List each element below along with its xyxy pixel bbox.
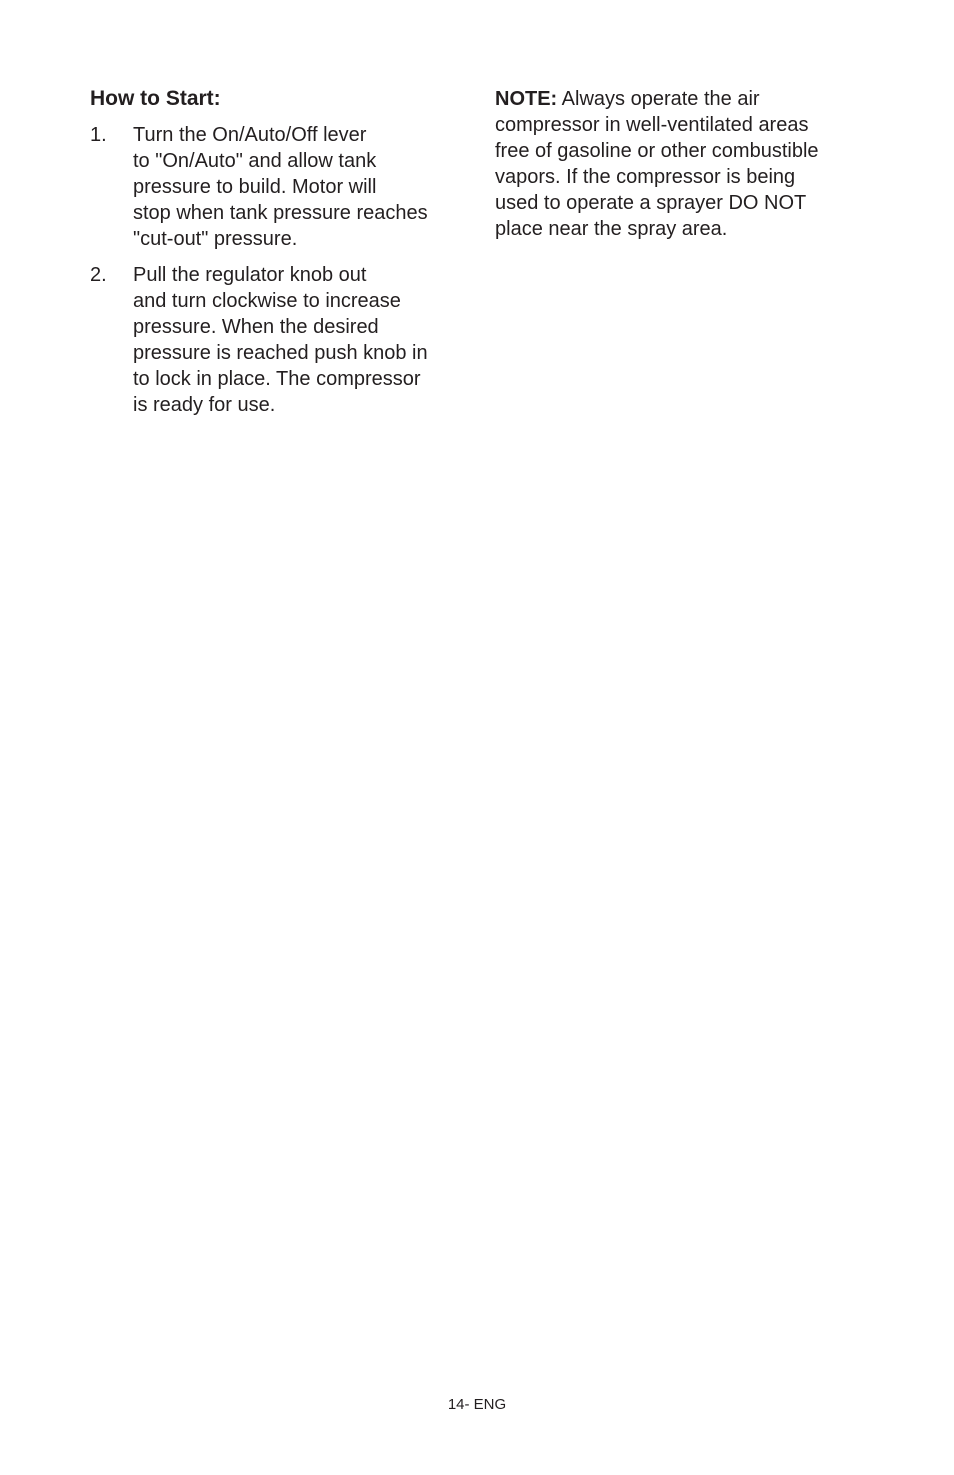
note-text: Always operate the air compressor in well-ventilated areas free of gasoline or other combustible vapors. If the compressor is being used to operate a sprayer DO NOT place near the spray area. — [495, 88, 819, 240]
step-number: 2. — [90, 264, 107, 286]
note-label: NOTE: — [495, 88, 558, 110]
section-heading: How to Start: — [90, 87, 221, 110]
step-text: Pull the regulator knob out and turn clockwise to increase pressure. When the desired pressure is reached push knob in to lock in place. The compressor is ready for use. — [133, 264, 428, 416]
step-number: 1. — [90, 124, 107, 146]
safety-note — [495, 86, 870, 242]
step-item — [90, 262, 470, 418]
steps-list — [90, 122, 470, 418]
left-column — [90, 86, 470, 428]
right-column — [495, 86, 870, 242]
step-text: Turn the On/Auto/Off lever to "On/Auto" and allow tank pressure to build. Motor will stop when tank pressure reaches "cut-out" pressure. — [133, 124, 428, 250]
page-number: 14- ENG — [447, 1396, 507, 1413]
step-item — [90, 122, 470, 252]
